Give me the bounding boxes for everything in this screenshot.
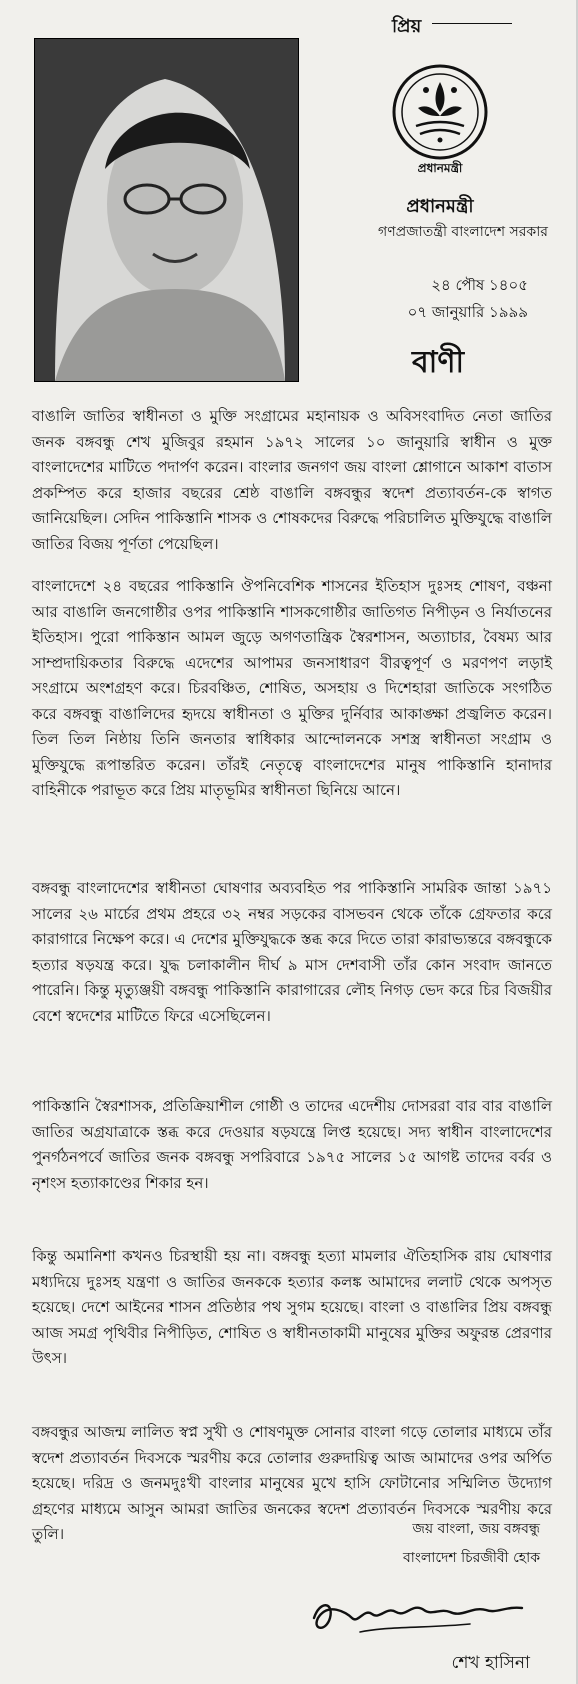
initial-flourish [432,22,512,24]
paragraph: বঙ্গবন্ধু বাংলাদেশের স্বাধীনতা ঘোষণার অব্যবহিত পর পাকিস্তানি সামরিক জান্তা ১৯৭১ সালের ২৬ মার্চের প্রথম প্রহরে ৩২ নম্বর সড়কের বাসভবন থেকে তাঁকে গ্রেফতার করে কারাগারে নিক্ষেপ করে। এ দেশের মুক্তিযুদ্ধকে স্তব্ধ করে দিতে তারা কারাভ্যন্তরে বঙ্গবন্ধুকে হত্যার ষড়যন্ত্র করে। যুদ্ধ চলাকালীন দীর্ঘ ৯ মাস দেশবাসী তাঁর কোন সংবাদ জানতে পারেনি। কিন্তু মৃত্যুঞ্জয়ী বঙ্গবন্ধু পাকিস্তানি কারাগারের লৌহ নিগড় ভেদ করে চির বিজয়ীর বেশে স্বদেশের মাটিতে ফিরে এসেছিলেন। [32,879,552,1025]
date-gregorian: ০৭ জানুয়ারি ১৯৯৯ [407,303,528,321]
paragraph: বঙ্গবন্ধুর আজন্ম লালিত স্বপ্ন সুখী ও শোষণমুক্ত সোনার বাংলা গড়ে তোলার মাধ্যমে তাঁর স্বদেশ প্রত্যাবর্তন দিবসকে স্মরণীয় করে তোলার গুরুদায়িত্ব আজ আমাদের ওপর অর্পিত হয়েছে। দরিদ্র ও জনমদুঃখী বাংলার মানুষের মুখে হাসি ফোটানোর সম্মিলিত উদ্যোগ গ্রহণের মাধ্যমে আসুন আমরা জাতির জনকের স্বদেশ প্রত্যাবর্তন দিবসকে স্মরণীয় করে তুলি। [32,1423,552,1543]
handwritten-initial [392,12,421,43]
handwritten-signature [300,1588,530,1644]
paragraph: বাঙালি জাতির স্বাধীনতা ও মুক্তি সংগ্রামের মহানায়ক ও অবিসংবাদিত নেতা জাতির জনক বঙ্গবন্ধু শেখ মুজিবুর রহমান ১৯৭২ সালের ১০ জানুয়ারি স্বাধীন ও মুক্ত বাংলাদেশের মাটিতে পদার্পণ করেন। বাংলার জনগণ জয় বাংলা শ্লোগানে আকাশ বাতাস প্রকম্পিত করে হাজার বছরের শ্রেষ্ঠ বাঙালি বঙ্গবন্ধুর স্বদেশ প্রত্যাবর্তন-কে স্বাগত জানিয়েছিল। সেদিন পাকিস্তানি শাসক ও শোষকদের বিরুদ্ধে পরিচালিত মুক্তিযুদ্ধে বাঙালি জাতির বিজয় পূর্ণতা পেয়েছিল। [32,407,552,553]
paragraph: বাংলাদেশে ২৪ বছরের পাকিস্তানি ঔপনিবেশিক শাসনের ইতিহাস দুঃসহ শোষণ, বঞ্চনা আর বাঙালি জনগোষ্ঠীর ওপর পাকিস্তানি শাসকগোষ্ঠীর জাতিগত নিপীড়ন ও নির্যাতনের ইতিহাস। পুরো পাকিস্তান আমল জুড়ে অগণতান্ত্রিক স্বৈরশাসন, অত্যাচার, বৈষম্য আর সাম্প্রদায়িকতার বিরুদ্ধে এদেশের আপামর জনসাধারণ বীরত্বপূর্ণ ও মরণপণ লড়াই সংগ্রামে অংশগ্রহণ করে। চিরবঞ্চিত, শোষিত, অসহায় ও দিশেহারা জাতিকে সংগঠিত করে বঙ্গবন্ধু বাঙালিদের হৃদয়ে স্বাধীনতা ও মুক্তির দুর্নিবার আকাঙ্ক্ষা প্রজ্বলিত করেন। তিল তিল নিষ্ঠায় তিনি জনতার স্বাধিকার আন্দোলনকে সশস্ত্র স্বাধীনতা সংগ্রাম ও মুক্তিযুদ্ধে রূপান্তরিত করেন। তাঁরই নেতৃত্বে বাংলাদেশের মানুষ পাকিস্তানি হানাদার বাহিনীকে পরাভূত করে প্রিয় মাতৃভূমির স্বাধীনতা ছিনিয়ে আনে। [32,577,552,799]
date-bengali: ২৪ পৌষ ১৪০৫ [431,276,528,294]
signer-name: শেখ হাসিনা [451,1653,530,1673]
closing-slogan: জয় বাংলা, জয় বঙ্গবন্ধু [412,1521,540,1537]
portrait-photo [34,38,299,382]
portrait-image [35,39,298,381]
initial-text: প্রিয় [392,16,422,37]
paragraph: পাকিস্তানি স্বৈরশাসক, প্রতিক্রিয়াশীল গোষ্ঠী ও তাদের এদেশীয় দোসররা বার বার বাঙালি জাতির অগ্রযাত্রাকে স্তব্ধ করে দেওয়ার ষড়যন্ত্রে লিপ্ত হয়েছে। সদ্য স্বাধীন বাংলাদেশের পুনর্গঠনপর্বে জাতির জনক বঙ্গবন্ধু সপরিবারে ১৯৭৫ সালের ১৫ আগষ্ট তাদের বর্বর ও নৃশংস হত্যাকাণ্ডের শিকার হন। [32,1097,552,1192]
office-title: প্রধানমন্ত্রী [406,196,474,217]
government-name: গণপ্রজাতন্ত্রী বাংলাদেশ সরকার [378,224,548,240]
emblem-caption: প্রধানমন্ত্রী [417,161,463,175]
paragraph: কিন্তু অমানিশা কখনও চিরস্থায়ী হয় না। বঙ্গবন্ধু হত্যা মামলার ঐতিহাসিক রায় ঘোষণার মধ্যদিয়ে দুঃসহ যন্ত্রণা ও জাতির জনককে হত্যার কলঙ্ক আমাদের ললাট থেকে অপসৃত হয়েছে। দেশে আইনের শাসন প্রতিষ্ঠার পথ সুগম হয়েছে। বাংলা ও বাঙালির প্রিয় বঙ্গবন্ধু আজ সমগ্র পৃথিবীর নিপীড়িত, শোষিত ও স্বাধীনতাকামী মানুষের মুক্তির অফুরন্ত প্রেরণার উৎস। [32,1247,552,1367]
government-emblem-icon [388,60,492,164]
closing-wish: বাংলাদেশ চিরজীবী হোক [402,1550,540,1566]
document-title: বাণী [411,345,465,380]
